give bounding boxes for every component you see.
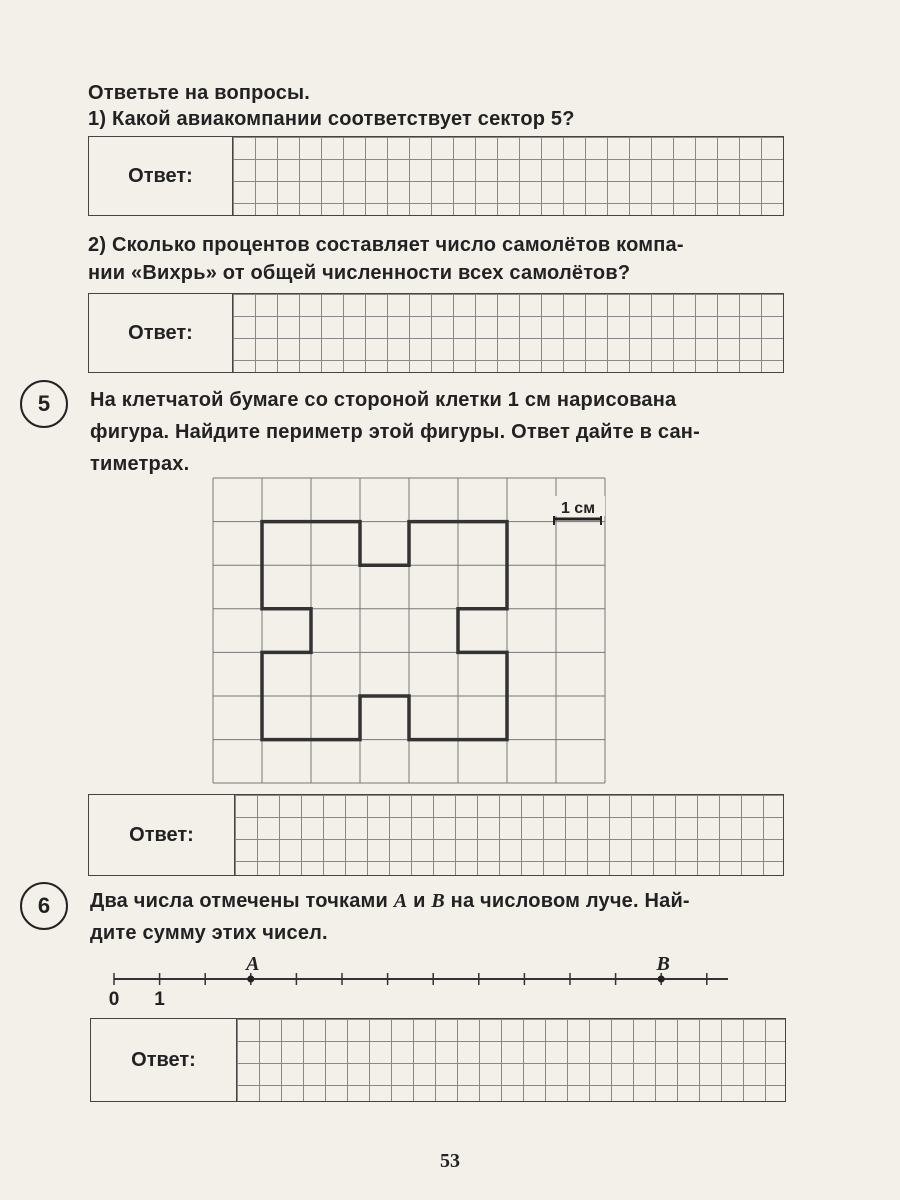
task-5-line1: На клетчатой бумаге со стороной клетки 1 см нарисована [90, 389, 677, 411]
question-1: 1) Какой авиакомпании соответствует сектор 5? [88, 108, 575, 130]
task-6-line2: дите сумму этих чисел. [90, 922, 328, 944]
task-6-point-b: B [431, 890, 445, 912]
number-ray [100, 950, 740, 1010]
answer-label: Ответ: [91, 1019, 237, 1101]
answer-label: Ответ: [89, 137, 233, 215]
task-5-line3: тиметрах. [90, 453, 190, 475]
question-2-line1: 2) Сколько процентов составляет число самолётов компа- [88, 234, 684, 256]
grid-figure [205, 470, 615, 790]
point-a-label: A [246, 953, 260, 975]
task-number-6: 6 [20, 882, 68, 930]
point-a-marker [247, 976, 254, 983]
scale-label: 1 см [560, 500, 596, 517]
task-6-point-a: A [393, 890, 408, 912]
task-5-line2: фигура. Найдите периметр этой фигуры. Ответ дайте в сан- [90, 421, 700, 443]
answer-label: Ответ: [89, 294, 233, 372]
answer-box-task6 [90, 1018, 786, 1102]
task-6-line1 [90, 890, 690, 913]
task-6-text-b: и [407, 890, 432, 912]
task-6-text-c: на числовом луче. Най- [444, 890, 690, 912]
answer-grid-q2[interactable] [233, 294, 783, 372]
answer-grid-q1[interactable] [233, 137, 783, 215]
tick-label-0: 0 [108, 989, 120, 1010]
answer-box-q1 [88, 136, 784, 216]
question-2-line2: нии «Вихрь» от общей численности всех самолётов? [88, 262, 631, 284]
answer-grid-task5[interactable] [235, 795, 783, 875]
task-number-5: 5 [20, 380, 68, 428]
tick-label-1: 1 [154, 989, 165, 1010]
point-b-marker [658, 976, 665, 983]
answer-label: Ответ: [89, 795, 235, 875]
answer-grid-task6[interactable] [237, 1019, 785, 1101]
page-number: 53 [440, 1150, 460, 1172]
task-6-text-a: Два числа отмечены точками [90, 890, 394, 912]
figure-outline [262, 522, 507, 740]
answer-box-q2 [88, 293, 784, 373]
answer-box-task5 [88, 794, 784, 876]
point-b-label: B [656, 953, 670, 975]
intro-text: Ответьте на вопросы. [88, 82, 311, 104]
